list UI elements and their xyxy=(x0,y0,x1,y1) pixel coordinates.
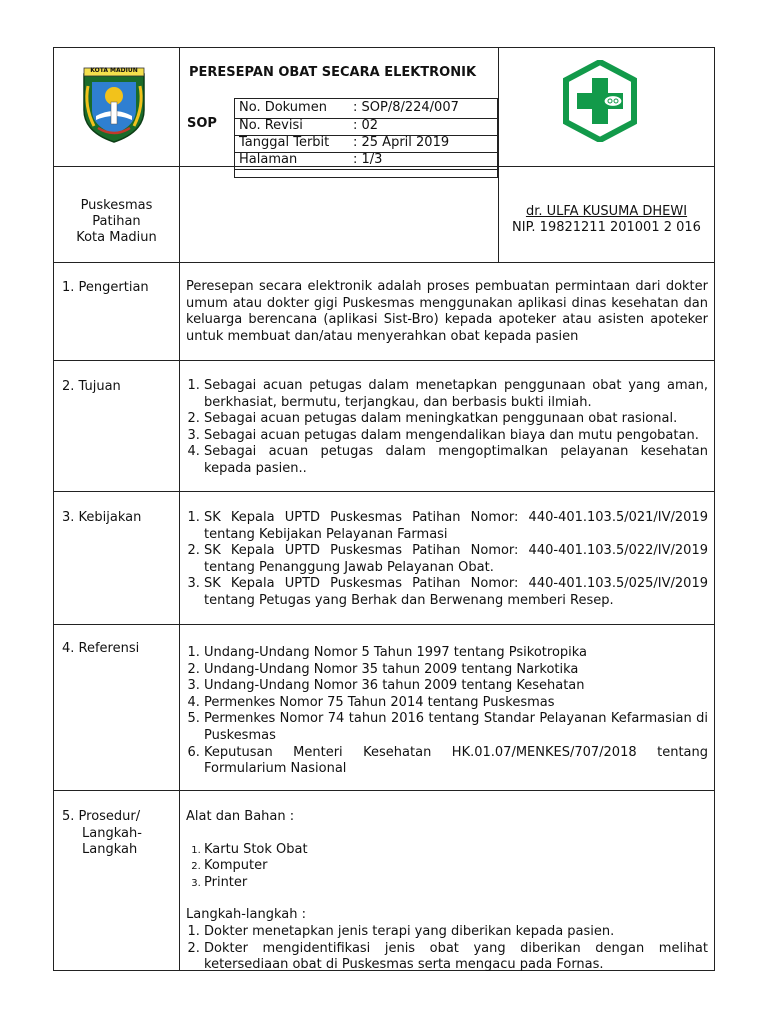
meta-label-halaman: Halaman xyxy=(239,152,298,167)
list-item: 5. Permenkes Nomor 74 tahun 2016 tentang Standar Pelayanan Kefarmasian di Puskesmas xyxy=(204,711,708,744)
list-item: 3. Undang-Undang Nomor 36 tahun 2009 tentang Kesehatan xyxy=(204,678,708,695)
langkah-heading: Langkah-langkah : xyxy=(186,907,306,923)
list-item: 4. Permenkes Nomor 75 Tahun 2014 tentang Puskesmas xyxy=(204,695,708,712)
section-label-prosedur xyxy=(62,809,177,859)
list-item: 2. Undang-Undang Nomor 35 tahun 2009 tentang Narkotika xyxy=(204,662,708,679)
label-column-divider xyxy=(179,48,180,971)
list-item: 1. Dokter menetapkan jenis terapi yang diberikan kepada pasien. xyxy=(204,924,708,941)
langkah-list xyxy=(186,924,708,974)
section-divider-3 xyxy=(54,624,714,625)
kebijakan-list xyxy=(186,510,708,610)
section-divider-1 xyxy=(54,360,714,361)
section-label-pengertian: 1. Pengertian xyxy=(62,280,149,295)
prosedur-label-line2: Langkah- xyxy=(82,825,142,841)
list-item: 1. SK Kepala UPTD Puskesmas Patihan Nomor: 440-401.103.5/021/IV/2019 tentang Kebijakan Pelayanan Farmasi xyxy=(204,510,708,543)
meta-label-tanggal-terbit: Tanggal Terbit xyxy=(239,135,330,150)
meta-value-no-revisi: : 02 xyxy=(353,118,379,133)
list-item: 2. Dokter mengidentifikasi jenis obat yang diberikan dengan melihat ketersediaan obat di Puskesmas serta mengacu pada Fornas. xyxy=(204,941,708,974)
kota-madiun-crest-logo xyxy=(78,66,150,144)
list-item: 1. Kartu Stok Obat xyxy=(204,842,708,859)
list-item: 1. Sebagai acuan petugas dalam menetapkan penggunaan obat yang aman, berkhasiat, bermutu, terjangkau, dan berbasis bukti ilmiah. xyxy=(204,378,708,411)
section-label-tujuan: 2. Tujuan xyxy=(62,379,121,394)
organization-city: Kota Madiun xyxy=(76,230,157,245)
document-title: PERESEPAN OBAT SECARA ELEKTRONIK xyxy=(189,65,477,80)
list-item: 3. SK Kepala UPTD Puskesmas Patihan Nomor: 440-401.103.5/025/IV/2019 tentang Petugas yang Berhak dan Berwenang memberi Resep. xyxy=(204,576,708,609)
section-content-tujuan xyxy=(186,378,708,478)
crest-caption: KOTA MADIUN xyxy=(90,67,138,74)
pengertian-text: Peresepan secara elektronik adalah proses pembuatan permintaan dari dokter umum atau dokter gigi Puskesmas menggunakan aplikasi dinas kesehatan dan keluarga berencana (aplikasi Sist-Bro) kepada apoteker atau asisten apoteker untuk membuat dan/atau menyerahkan obat kepada pasien xyxy=(186,279,708,344)
document-meta-table xyxy=(234,98,498,178)
signer-block xyxy=(498,204,715,236)
prosedur-label-line3: Langkah xyxy=(82,842,138,857)
meta-label-no-revisi: No. Revisi xyxy=(239,118,303,133)
section-content-kebijakan xyxy=(186,510,708,610)
list-item: 6. Keputusan Menteri Kesehatan HK.01.07/MENKES/707/2018 tentang Formularium Nasional xyxy=(204,745,708,778)
prosedur-label-line1: 5. Prosedur/ xyxy=(62,809,141,824)
list-item: 4. Sebagai acuan petugas dalam mengoptimalkan pelayanan kesehatan kepada pasien.. xyxy=(204,444,708,477)
meta-label-no-dokumen: No. Dokumen xyxy=(239,100,327,115)
alat-heading: Alat dan Bahan : xyxy=(186,809,295,824)
organization-location: Patihan xyxy=(92,214,141,229)
meta-value-tanggal-terbit: : 25 April 2019 xyxy=(353,135,450,150)
organization-block xyxy=(54,198,179,246)
organization-name: Puskesmas xyxy=(80,198,153,213)
list-item: 2. Sebagai acuan petugas dalam meningkatkan penggunaan obat rasional. xyxy=(204,411,708,428)
section-label-kebijakan: 3. Kebijakan xyxy=(62,510,142,525)
identity-divider xyxy=(54,262,714,263)
section-divider-4 xyxy=(54,790,714,791)
tujuan-list xyxy=(186,378,708,478)
signer-name: dr. ULFA KUSUMA DHEWI xyxy=(525,204,688,219)
list-item: 1. Undang-Undang Nomor 5 Tahun 1997 tentang Psikotropika xyxy=(204,645,708,662)
sop-document xyxy=(53,47,715,971)
alat-list xyxy=(186,842,708,892)
section-content-prosedur xyxy=(186,809,708,974)
section-content-referensi xyxy=(186,645,708,778)
section-label-referensi: 4. Referensi xyxy=(62,641,140,656)
puskesmas-cross-logo xyxy=(562,60,638,142)
meta-value-halaman: : 1/3 xyxy=(353,152,383,167)
list-item: 2. SK Kepala UPTD Puskesmas Patihan Nomor: 440-401.103.5/022/IV/2019 tentang Penanggung Jawab Pelayanan Obat. xyxy=(204,543,708,576)
meta-row-divider xyxy=(235,169,497,170)
section-divider-2 xyxy=(54,491,714,492)
sop-label: SOP xyxy=(187,116,217,131)
section-content-pengertian xyxy=(186,279,708,345)
meta-value-no-dokumen: : SOP/8/224/007 xyxy=(353,100,459,115)
list-item: 3. Sebagai acuan petugas dalam mengendalikan biaya dan mutu pengobatan. xyxy=(204,428,708,445)
list-item: 3. Printer xyxy=(204,875,708,892)
referensi-list xyxy=(186,645,708,778)
signer-nip: NIP. 19821211 201001 2 016 xyxy=(512,220,701,235)
list-item: 2. Komputer xyxy=(204,858,708,875)
